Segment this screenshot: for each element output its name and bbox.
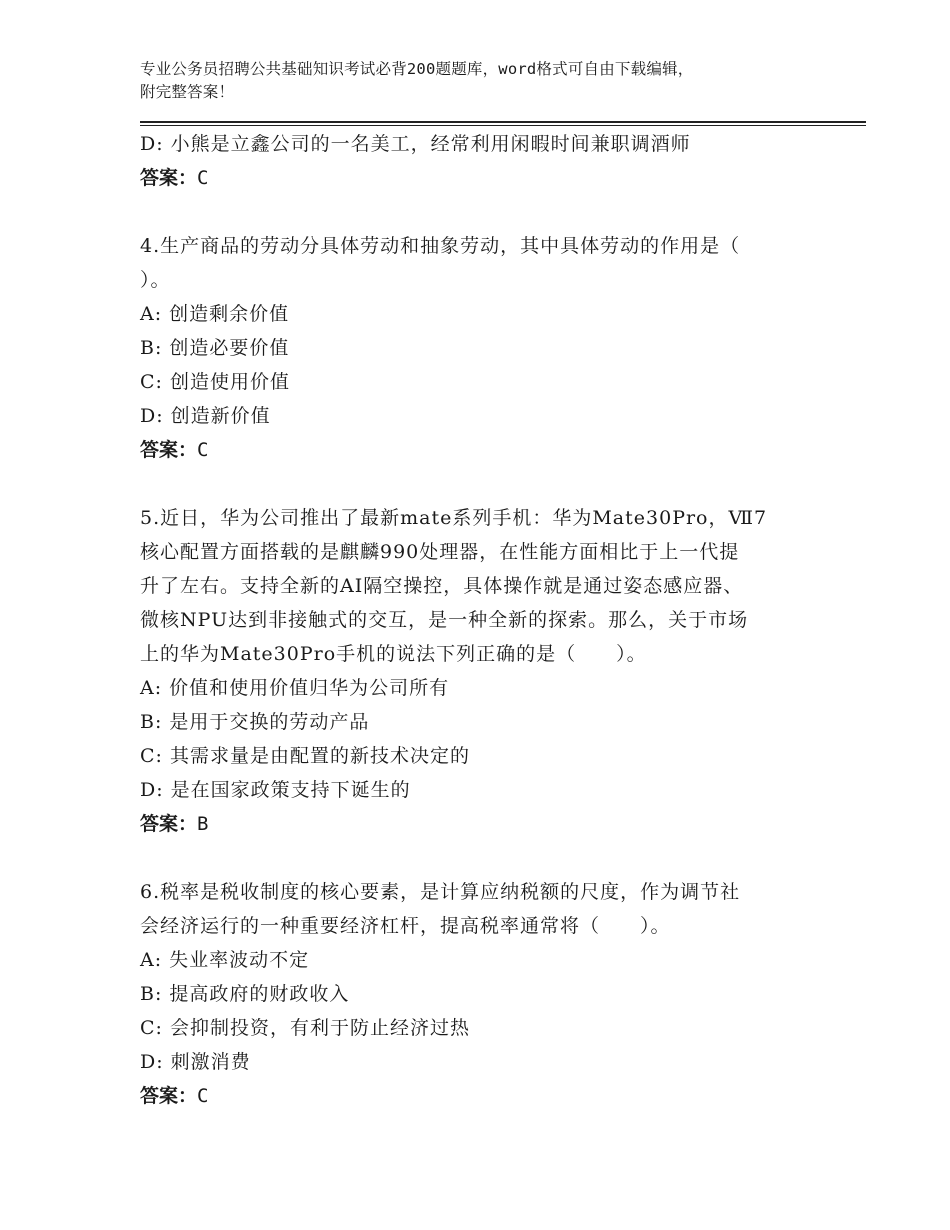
option-line: D: 小熊是立鑫公司的一名美工，经常利用闲暇时间兼职调酒师 [140,133,691,155]
question-text-line: 上的华为Mate30Pro手机的说法下列正确的是（ ）。 [140,643,647,665]
block-spacer [140,841,800,875]
header-rule-thick [140,121,866,123]
answer-label: 答案： [140,167,198,189]
option-line: C: 创造使用价值 [140,371,290,393]
option-line: A: 失业率波动不定 [140,949,310,971]
page-header [140,58,820,104]
question-text-line: 6.税率是税收制度的核心要素，是计算应纳税额的尺度，作为调节社 [140,881,741,903]
question-content [140,127,800,1113]
question-block [140,127,800,195]
question-text-line: 微核NPU达到非接触式的交互，是一种全新的探索。那么，关于市场 [140,609,749,631]
answer-line [140,161,800,195]
option-line: A: 价值和使用价值归华为公司所有 [140,677,450,699]
option-line: D: 刺激消费 [140,1051,251,1073]
option-line: A: 创造剩余价值 [140,303,290,325]
answer-label: 答案： [140,813,198,835]
option-line: D: 是在国家政策支持下诞生的 [140,779,411,801]
question-block [140,229,800,467]
question-block [140,501,800,841]
question-block [140,875,800,1113]
answer-line [140,807,800,841]
option-line: C: 其需求量是由配置的新技术决定的 [140,745,470,767]
question-text-line: 4.生产商品的劳动分具体劳动和抽象劳动，其中具体劳动的作用是（ [140,235,741,257]
option-line: D: 创造新价值 [140,405,271,427]
option-line: B: 提高政府的财政收入 [140,983,350,1005]
question-text-line: ）。 [140,269,171,291]
answer-line [140,433,800,467]
header-line-2: 附完整答案！ [140,83,235,101]
option-line: B: 是用于交换的劳动产品 [140,711,370,733]
option-line: B: 创造必要价值 [140,337,290,359]
option-line: C: 会抑制投资，有利于防止经济过热 [140,1017,470,1039]
block-spacer [140,195,800,229]
block-spacer [140,467,800,501]
answer-label: 答案： [140,439,198,461]
answer-line [140,1079,800,1113]
header-line-1: 专业公务员招聘公共基础知识考试必背200题题库，word格式可自由下载编辑， [140,60,694,78]
answer-value: C [197,1085,209,1107]
answer-value: C [197,439,209,461]
question-text-line: 升了左右。支持全新的AI隔空操控，具体操作就是通过姿态感应器、 [140,575,744,597]
answer-label: 答案： [140,1085,198,1107]
answer-value: C [197,167,209,189]
question-text-line: 会经济运行的一种重要经济杠杆，提高税率通常将（ ）。 [140,915,671,937]
question-text-line: 5.近日，华为公司推出了最新mate系列手机：华为Mate30Pro，Ⅶ7 [140,507,768,529]
question-text-line: 核心配置方面搭载的是麒麟990处理器，在性能方面相比于上一代提 [140,541,740,563]
header-rule-thin [140,125,866,126]
answer-value: B [197,813,209,835]
